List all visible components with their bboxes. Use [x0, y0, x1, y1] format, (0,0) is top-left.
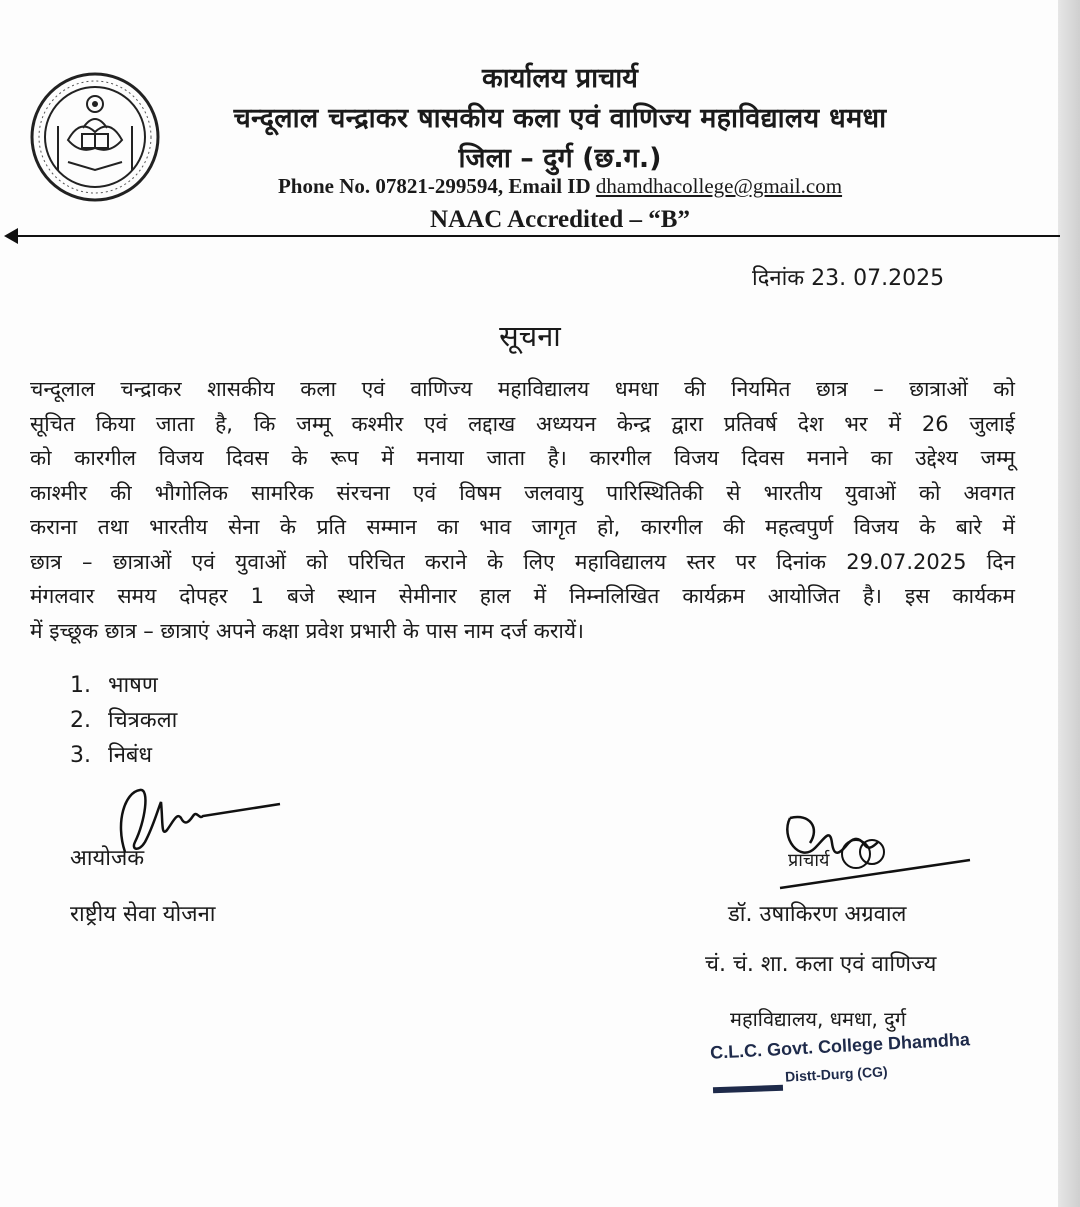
- list-item: [70, 738, 177, 773]
- body-line: कराना तथा भारतीय सेना के प्रति सम्मान का भाव जागृत हो, कारगील की महत्वपुर्ण विजय के बारे में: [30, 515, 1015, 539]
- list-label: भाषण: [108, 673, 158, 698]
- college-stamp: [705, 1026, 1005, 1106]
- office-heading: कार्यालय प्राचार्य: [482, 63, 638, 94]
- stamp-ink-bar: [713, 1085, 783, 1093]
- page-edge-shadow: [1058, 0, 1080, 1207]
- body-line: छात्र – छात्राओं एवं युवाओं को परिचित कराने के लिए महाविद्यालय स्तर पर दिनांक 29.07.2025 दिन: [30, 549, 1015, 574]
- list-label: निबंध: [108, 743, 153, 768]
- contact-line: [170, 174, 950, 199]
- body-line: काश्मीर की भौगोलिक सामरिक संरचना एवं विषम जलवायु पारिस्थितिकी से भारतीय युवाओं को अवगत: [30, 480, 1015, 505]
- college-seal-logo: [28, 70, 162, 204]
- principal-label: प्राचार्य: [788, 850, 830, 871]
- body-line: में इच्छूक छात्र – छात्राएं अपने कक्षा प्रवेश प्रभारी के पास नाम दर्ज करायें।: [30, 618, 584, 643]
- notice-date: दिनांक 23. 07.2025: [752, 266, 945, 291]
- stamp-line-2: Distt-Durg (CG): [784, 1063, 889, 1085]
- body-line: सूचित किया जाता है, कि जम्मू कश्मीर एवं लद्दाख अध्ययन केन्द्र द्वारा प्रतिवर्ष देश भर में 26 जुलाई: [30, 411, 1015, 436]
- body-line: मंगलवार समय दोपहर 1 बजे स्थान सेमीनार हाल में निम्नलिखित कार्यक्रम आयोजित है। इस कार्यकम: [30, 584, 1015, 608]
- list-number: 3.: [70, 743, 91, 768]
- principal-institution: चं. चं. शा. कला एवं वाणिज्य: [705, 952, 937, 977]
- header-divider: [6, 235, 1060, 237]
- event-list: [70, 668, 177, 773]
- list-item: [70, 668, 177, 703]
- district-line: जिला – दुर्ग (छ.ग.): [458, 143, 662, 174]
- organizer-department: राष्ट्रीय सेवा योजना: [70, 902, 216, 927]
- body-line: चन्दूलाल चन्द्राकर शासकीय कला एवं वाणिज्य महाविद्यालय धमधा की नियमित छात्र – छात्राओं को: [30, 377, 1015, 401]
- body-line: को कारगील विजय दिवस के रूप में मनाया जाता है। कारगील विजय दिवस मनाने का उद्देश्य जम्मू: [30, 446, 1015, 470]
- organizer-title: आयोजक: [70, 846, 145, 871]
- principal-place: महाविद्यालय, धमधा, दुर्ग: [730, 1007, 907, 1031]
- list-number: 2.: [70, 708, 91, 733]
- list-number: 1.: [70, 673, 91, 698]
- notice-title: सूचना: [499, 319, 561, 353]
- stamp-line-1: C.L.C. Govt. College Dhamdha: [709, 1029, 971, 1063]
- college-name: चन्दूलाल चन्द्राकर षासकीय कला एवं वाणिज्य महाविद्यालय धमधा: [233, 103, 887, 134]
- list-label: चित्रकला: [108, 708, 178, 733]
- phone-text: Phone No. 07821-299594, Email ID: [277, 174, 596, 198]
- principal-name: डॉ. उषाकिरण अग्रवाल: [728, 902, 907, 927]
- notice-body: [30, 372, 1015, 648]
- list-item: [70, 703, 177, 738]
- naac-accreditation: NAAC Accredited – “B”: [430, 206, 690, 233]
- email-link[interactable]: dhamdhacollege@gmail.com: [595, 174, 843, 198]
